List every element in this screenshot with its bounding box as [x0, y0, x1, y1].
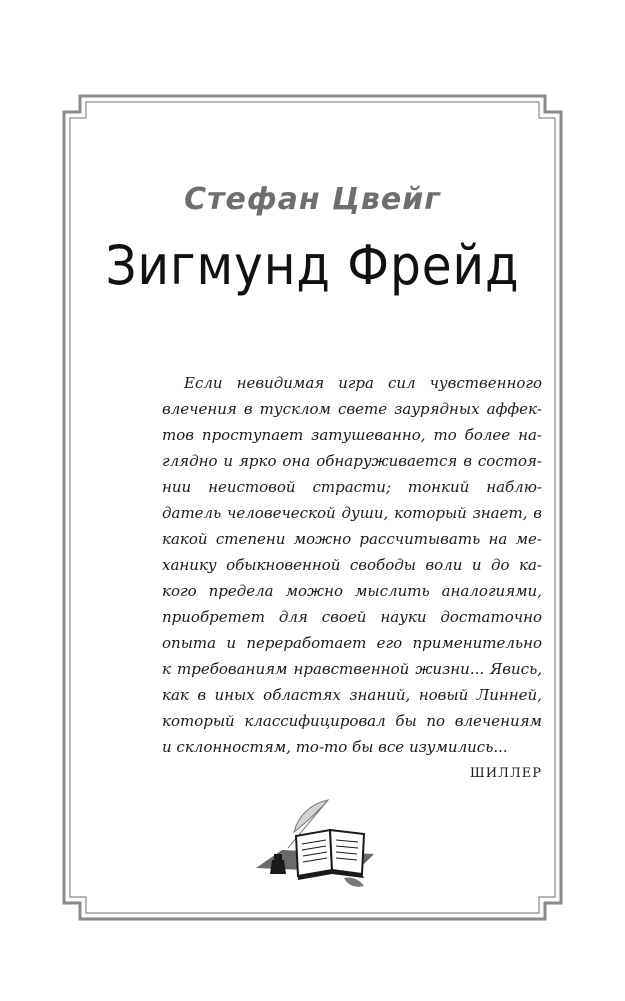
epigraph-line: кого предела можно мыслить аналогиями, [162, 582, 542, 600]
epigraph-line: Если невидимая игра сил чувственного [184, 374, 542, 392]
epigraph-line: глядно и ярко она обнаруживается в состоя- [162, 452, 542, 470]
epigraph-line: датель человеческой души, который знает, в [162, 504, 542, 522]
author-name: Стефан Цвейг [184, 182, 441, 217]
epigraph-signature: ШИЛЛЕР [469, 766, 542, 781]
book-quill-emblem-icon [252, 798, 380, 898]
epigraph-line: и склонностям, то-то бы все изумились... [162, 738, 508, 756]
epigraph-line: тов проступает затушеванно, то более на- [162, 426, 542, 444]
epigraph-line: опыта и переработает его применительно [162, 634, 542, 652]
epigraph [162, 370, 542, 781]
epigraph-line: к требованиям нравственной жизни... Явись, [162, 660, 542, 678]
epigraph-line: ханику обыкновенной свободы воли и до ка- [162, 556, 542, 574]
inkwell-neck [274, 854, 282, 861]
leaf-accent [344, 877, 364, 886]
epigraph-line: какой степени можно рассчитывать на ме- [162, 530, 542, 548]
inkwell-icon [270, 860, 286, 874]
epigraph-line: приобретет для своей науки достаточно [162, 608, 542, 626]
epigraph-line: нии неистовой страсти; тонкий наблю- [162, 478, 542, 496]
book-left-page [296, 830, 332, 876]
book-right-page [330, 830, 364, 874]
epigraph-line: как в иных областях знаний, новый Линней, [162, 686, 542, 704]
epigraph-line: влечения в тусклом свете заурядных аффек- [162, 400, 542, 418]
book-title: Зигмунд Фрейд [105, 234, 520, 297]
quill-icon [294, 800, 328, 832]
epigraph-line: который классифицировал бы по влечениям [162, 712, 542, 730]
